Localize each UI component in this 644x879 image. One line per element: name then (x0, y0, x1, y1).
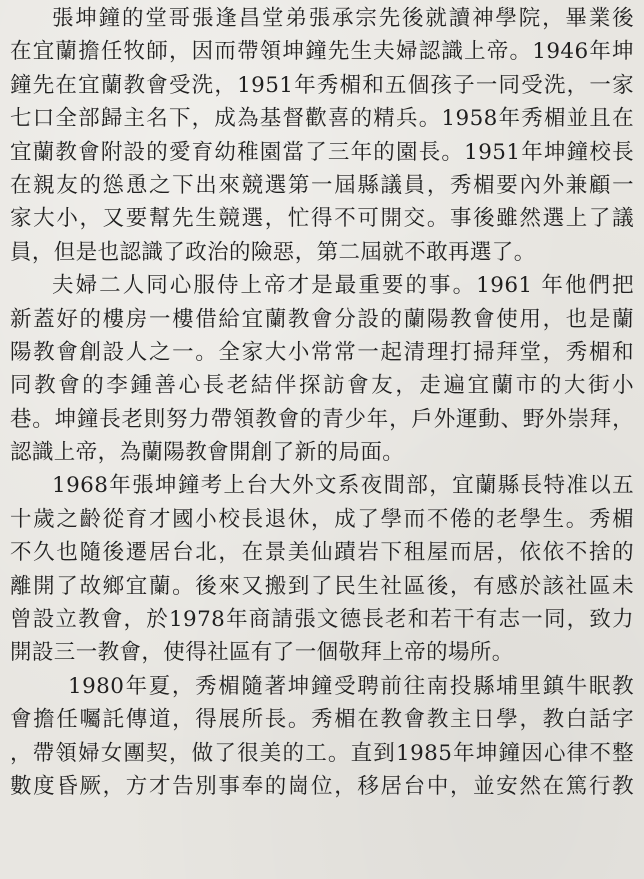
text-line: 鐘先在宜蘭教會受洗，1951年秀楣和五個孩子一同受洗，一家 (10, 72, 634, 98)
text-line: 同教會的李鍾善心長老結伴探訪會友，走遍宜蘭市的大街小 (10, 373, 634, 399)
text-line: 不久也隨後遷居台北，在景美仙蹟岩下租屋而居，依依不捨的 (10, 540, 634, 566)
paragraph-3 (10, 469, 634, 669)
text-line: 張坤鐘的堂哥張逢昌堂弟張承宗先後就讀神學院，畢業後 (52, 6, 634, 31)
text-line: 離開了故鄉宜蘭。後來又搬到了民生社區後，有感於該社區未 (10, 573, 634, 599)
text-line: 1968年張坤鐘考上台大外文系夜間部，宜蘭縣長特准以五 (52, 473, 634, 499)
paragraph-1 (10, 2, 634, 269)
text-line: 開設三一教會，使得社區有了一個敬拜上帝的場所。 (10, 640, 514, 666)
text-line: 十歲之齡從育才國小校長退休，成了學而不倦的老學生。秀楣 (10, 506, 634, 532)
text-line: 會擔任囑託傳道，得展所長。秀楣在教會教主日學，教白話字 (10, 707, 634, 733)
text-line: 1980年夏，秀楣隨著坤鐘受聘前往南投縣埔里鎮牛眠教 (68, 673, 634, 699)
paragraph-4 (10, 670, 634, 804)
text-line: 曾設立教會，於1978年商請張文德長老和若干有志一同，致力 (10, 607, 634, 633)
text-line: 家大小，又要幫先生競選，忙得不可開交。事後雖然選上了議 (10, 206, 634, 232)
text-line: 宜蘭教會附設的愛育幼稚園當了三年的園長。1951年坤鐘校長 (10, 139, 634, 165)
text-line: ，帶領婦女團契，做了很美的工。直到1985年坤鐘因心律不整 (10, 740, 634, 766)
text-line: 員，但是也認識了政治的險惡，第二屆就不敢再選了。 (10, 239, 536, 265)
text-line: 七口全部歸主名下，成為基督歡喜的精兵。1958年秀楣並且在 (10, 106, 634, 132)
text-line: 認識上帝，為蘭陽教會開創了新的局面。 (10, 440, 405, 466)
text-line: 巷。坤鐘長老則努力帶領教會的青少年，戶外運動、野外崇拜， (10, 406, 634, 432)
text-line: 數度昏厥，方才告別事奉的崗位，移居台中，並安然在篤行教 (10, 773, 634, 799)
text-line: 在宜蘭擔任牧師，因而帶領坤鐘先生夫婦認識上帝。1946年坤 (10, 39, 634, 65)
text-line: 夫婦二人同心服侍上帝才是最重要的事。1961 年他們把 (52, 273, 634, 299)
text-line: 陽教會創設人之一。全家大小常常一起清理打掃拜堂，秀楣和 (10, 339, 634, 365)
paragraph-2 (10, 269, 634, 469)
text-line: 在親友的慫恿之下出來競選第一屆縣議員，秀楣要內外兼顧一 (10, 172, 634, 198)
text-line: 新蓋好的樓房一樓借給宜蘭教會分設的蘭陽教會使用，也是蘭 (10, 306, 634, 332)
